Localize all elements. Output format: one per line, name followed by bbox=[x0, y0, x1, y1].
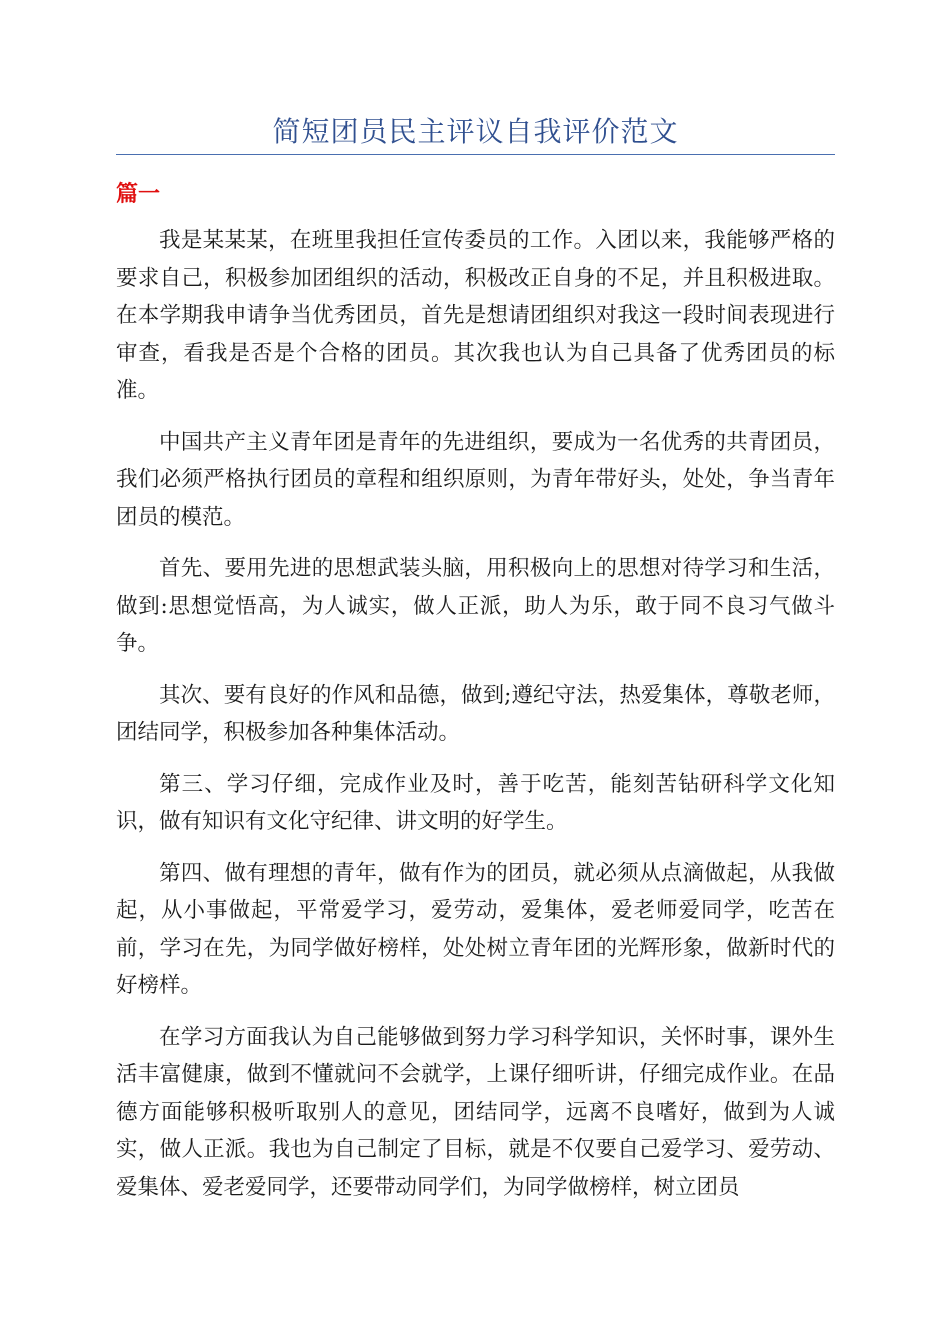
section-heading: 篇一 bbox=[116, 182, 161, 207]
paragraph-2: 中国共产主义青年团是青年的先进组织，要成为一名优秀的共青团员，我们必须严格执行团员的章程和组织原则，为青年带好头，处处，争当青年团员的模范。 bbox=[116, 429, 835, 530]
title-underline bbox=[116, 154, 835, 155]
document-body bbox=[116, 222, 835, 1220]
paragraph-6: 第四、做有理想的青年，做有作为的团员，就必须从点滴做起，从我做起，从小事做起，平常爱学习，爱劳动，爱集体，爱老师爱同学，吃苦在前，学习在先，为同学做好榜样，处处树立青年团的光辉形象，做新时代的好榜样。 bbox=[116, 860, 835, 998]
paragraph-3: 首先、要用先进的思想武装头脑，用积极向上的思想对待学习和生活，做到:思想觉悟高，为人诚实，做人正派，助人为乐，敢于同不良习气做斗争。 bbox=[116, 556, 835, 656]
paragraph-4: 其次、要有良好的作风和品德，做到;遵纪守法，热爱集体，尊敬老师，团结同学，积极参加各种集体活动。 bbox=[116, 682, 835, 745]
document-title: 简短团员民主评议自我评价范文 bbox=[272, 115, 679, 148]
paragraph-7: 在学习方面我认为自己能够做到努力学习科学知识，关怀时事，课外生活丰富健康，做到不懂就问不会就学，上课仔细听讲，仔细完成作业。在品德方面能够积极听取别人的意见，团结同学，远离不良嗜好，做到为人诚实，做人正派。我也为自己制定了目标，就是不仅要自己爱学习、爱劳动、爱集体、爱老爱同学，还要带动同学们，为同学做榜样，树立团员 bbox=[116, 1024, 835, 1200]
paragraph-1: 我是某某某，在班里我担任宣传委员的工作。入团以来，我能够严格的要求自己，积极参加团组织的活动，积极改正自身的不足，并且积极进取。在本学期我申请争当优秀团员，首先是想请团组织对我这一段时间表现进行审查，看我是否是个合格的团员。其次我也认为自己具备了优秀团员的标准。 bbox=[116, 228, 835, 403]
paragraph-5: 第三、学习仔细，完成作业及时，善于吃苦，能刻苦钻研科学文化知识，做有知识有文化守纪律、讲文明的好学生。 bbox=[116, 771, 835, 834]
